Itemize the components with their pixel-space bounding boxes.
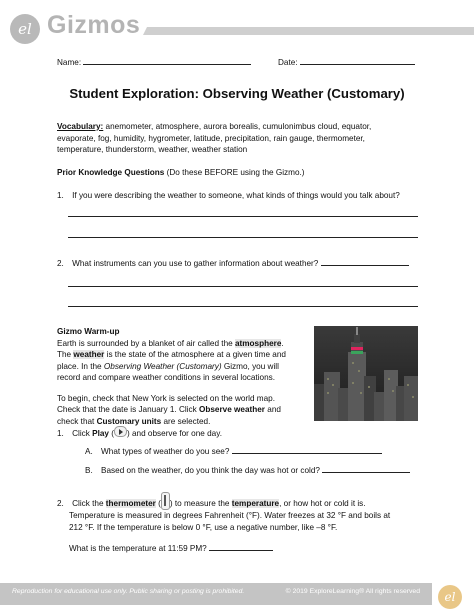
footer-reproduction-note: Reproduction for educational use only. Public sharing or posting is prohibited. — [12, 588, 245, 595]
question-text: Click the — [72, 499, 106, 508]
term-atmosphere: atmosphere — [234, 338, 282, 348]
page-footer — [0, 583, 474, 613]
answer-line[interactable] — [68, 306, 418, 307]
question-text: ( — [108, 429, 114, 438]
warmup-text: Check that the date is January 1. Click — [57, 405, 199, 414]
vocabulary-block — [57, 121, 427, 156]
prior-question-2 — [57, 258, 409, 270]
warmup-question-2 — [57, 492, 437, 555]
answer-line[interactable] — [209, 550, 273, 551]
question-text: Click — [72, 429, 93, 438]
vocabulary-line-1: anemometer, atmosphere, aurora borealis, cumulonimbus cloud, equator, — [103, 122, 372, 131]
warmup-text: check that — [57, 416, 97, 426]
name-label: Name: — [57, 58, 82, 67]
vocabulary-label: Vocabulary: — [57, 122, 104, 131]
question-text: 212 °F. If the temperature is below 0 °F, use a negative number, like –8 °F. — [69, 522, 338, 532]
warmup-text: . — [281, 338, 284, 348]
page-title: Student Exploration: Observing Weather (Customary) — [69, 86, 405, 101]
term-weather: weather — [73, 350, 105, 359]
prior-knowledge-heading-row — [57, 167, 305, 179]
sub-question-text: Based on the weather, do you think the day was hot or cold? — [101, 466, 320, 475]
question-text: ) to measure the — [169, 499, 232, 508]
warmup-text: To begin, check that New York is selected on the world map. — [57, 393, 275, 403]
answer-line[interactable] — [322, 472, 410, 473]
answer-line[interactable] — [68, 237, 418, 238]
footer-copyright: © 2019 ExploreLearning® All rights reserved — [285, 588, 420, 595]
customary-units-term: Customary units — [96, 416, 162, 426]
warmup-heading: Gizmo Warm-up — [57, 327, 120, 336]
warmup-text: record and compare weather conditions in several locations. — [57, 373, 275, 382]
prior-knowledge-note: (Do these BEFORE using the Gizmo.) — [164, 168, 305, 177]
question-1b — [85, 465, 410, 477]
warmup-text: are selected. — [161, 416, 211, 426]
warmup-text: place. In the — [57, 361, 104, 371]
term-temperature: temperature — [231, 499, 280, 508]
play-icon — [114, 426, 127, 437]
new-york-skyline-image — [314, 326, 418, 421]
prior-knowledge-heading: Prior Knowledge Questions — [57, 168, 165, 177]
question-text: If you were describing the weather to someone, what kinds of things would you talk about? — [72, 191, 400, 200]
question-text: What instruments can you use to gather information about weather? — [72, 259, 319, 268]
warmup-text: The — [57, 350, 74, 359]
answer-line[interactable] — [321, 265, 409, 266]
explorelearning-logo-icon: el — [438, 585, 462, 609]
question-number: 1. — [57, 191, 64, 200]
term-thermometer: thermometer — [105, 499, 156, 508]
warmup-text: is the state of the atmosphere at a given time and — [104, 350, 286, 359]
prior-question-1 — [57, 190, 400, 202]
name-row — [57, 57, 251, 69]
explorelearning-logo-icon: el — [10, 14, 40, 44]
question-1a — [85, 446, 382, 458]
warmup-question-1 — [57, 426, 222, 440]
question-number: 2. — [57, 499, 64, 508]
vocabulary-line-2: evaporate, fog, humidity, hygrometer, latitude, precipitation, rain gauge, thermometer, — [57, 133, 365, 143]
answer-line[interactable] — [232, 453, 382, 454]
warmup-text: and — [265, 405, 281, 414]
warmup-text: Earth is surrounded by a blanket of air called the — [57, 338, 235, 348]
question-text: , or how hot or cold it is. — [279, 499, 366, 508]
question-text: Temperature is measured in degrees Fahrenheit (°F). Water freezes at 32 °F and boils at — [69, 511, 391, 520]
question-text: ( — [155, 499, 161, 508]
thermometer-icon — [161, 492, 170, 510]
date-field[interactable] — [300, 64, 415, 65]
header-bar — [147, 27, 474, 35]
vocabulary-line-3: temperature, thunderstorm, weather, weather station — [57, 145, 248, 154]
answer-line[interactable] — [68, 216, 418, 217]
question-number: 1. — [57, 429, 64, 438]
gizmo-name: Observing Weather (Customary) — [103, 361, 222, 371]
question-number: 2. — [57, 259, 64, 268]
warmup-text: Gizmo, you will — [221, 361, 279, 371]
question-text: What is the temperature at 11:59 PM? — [69, 544, 207, 553]
answer-line[interactable] — [68, 286, 418, 287]
sub-question-label: A. — [85, 447, 93, 456]
sub-question-label: B. — [85, 466, 93, 475]
date-row — [278, 57, 415, 69]
gizmos-brand: Gizmos — [47, 11, 141, 39]
date-label: Date: — [278, 58, 298, 67]
name-field[interactable] — [83, 64, 251, 65]
page-header — [0, 0, 474, 60]
warmup-block — [57, 326, 307, 427]
sub-question-text: What types of weather do you see? — [101, 447, 230, 456]
play-term: Play — [92, 429, 109, 438]
question-text: ) and observe for one day. — [127, 429, 222, 438]
observe-weather-term: Observe weather — [199, 405, 265, 414]
